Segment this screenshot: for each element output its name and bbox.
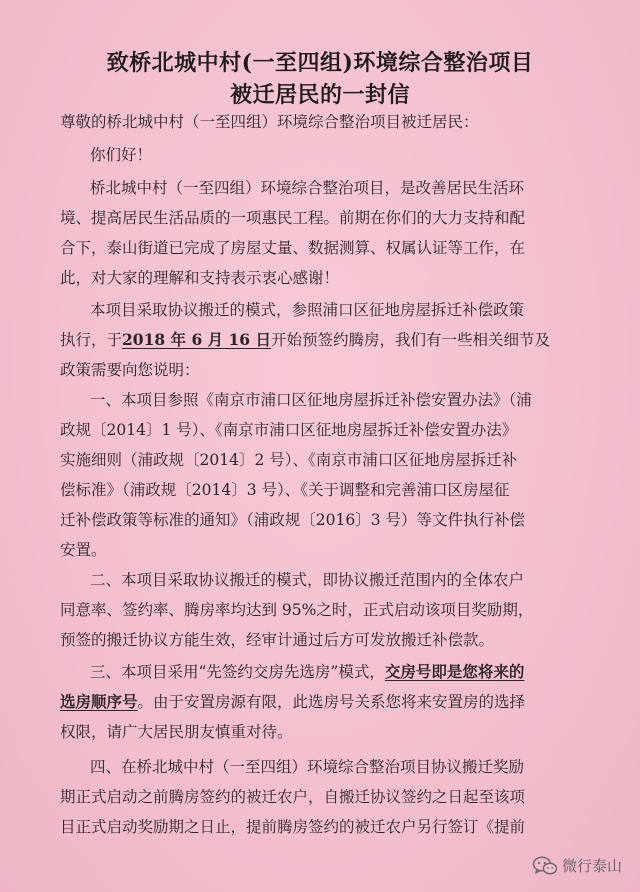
emphasis-underlined: 选房顺序号	[60, 692, 138, 711]
greeting: 你们好！	[90, 146, 153, 164]
item-3-line: 权限，请广大居民朋友慎重对待。	[60, 723, 293, 741]
item-2-line: 二、本项目采取协议搬迁的模式，即协议搬迁范围内的全体农户	[90, 571, 525, 589]
paragraph-2-line	[60, 328, 550, 350]
item-3-text: 。由于安置房源有限，此选房号关系您将来安置房的选择	[137, 693, 526, 711]
paragraph-2-line: 本项目采取协议搬迁的模式，参照浦口区征地房屋拆迁补偿政策	[90, 301, 525, 319]
item-1-line: 迁补偿政策等标准的通知》（浦政规〔2016〕3 号）等文件执行补偿	[60, 511, 525, 529]
account-watermark	[532, 855, 622, 876]
paragraph-1-line: 境、提高居民生活品质的一项惠民工程。前期在你们的大力支持和配	[60, 209, 526, 227]
item-4-line: 四、在桥北城中村（一至四组）环境综合整治项目协议搬迁奖励	[90, 758, 525, 776]
paragraph-1-line: 桥北城中村（一至四组）环境综合整治项目，是改善居民生活环	[90, 179, 525, 197]
item-4-line: 目正式启动奖励期之日止，提前腾房签约的被迁农户另行签订《提前	[60, 818, 526, 836]
wechat-icon	[532, 856, 558, 876]
letter-title-line2: 被迁居民的一封信	[229, 82, 410, 108]
item-3-text: 三、本项目采用“先签约交房先选房”模式，	[90, 663, 385, 681]
paragraph-1-line: 合下，泰山街道已完成了房屋丈量、数据测算、权属认证等工作，在	[60, 239, 526, 257]
item-1-line: 安置。	[60, 541, 107, 559]
emphasis-underlined: 交房号即是您将来的	[384, 662, 525, 681]
item-2-line: 同意率、签约率、腾房率均达到 95%之时，正式启动该项目奖励期，	[60, 601, 534, 619]
item-4-line: 期正式启动之前腾房签约的被迁农户，自搬迁协议签约之日起至该项	[60, 788, 526, 806]
watermark-text: 微行泰山	[561, 857, 622, 875]
item-3-line	[90, 660, 524, 682]
item-1-line: 一、本项目参照《南京市浦口区征地房屋拆迁补偿安置办法》（浦	[90, 391, 532, 409]
paragraph-2-line: 政策需要向您说明：	[60, 361, 200, 379]
item-3-line	[60, 690, 525, 712]
item-2-line: 预签的搬迁协议方能生效，经审计通过后方可发放搬迁补偿款。	[60, 631, 495, 649]
paragraph-2-text: 执行，于	[60, 331, 123, 349]
item-1-line: 偿标准》（浦政规〔2014〕3 号）、《关于调整和完善浦口区房屋征	[60, 481, 510, 499]
paragraph-1-line: 此，对大家的理解和支持表示衷心感谢！	[60, 269, 340, 287]
paragraph-2-text: 开始预签约腾房，我们有一些相关细节及	[271, 331, 551, 349]
letter-title-line1: 致桥北城中村(一至四组)环境综合整治项目	[106, 50, 534, 76]
salutation: 尊敬的桥北城中村（一至四组）环境综合整治项目被迁居民：	[60, 113, 479, 131]
pre-sign-start-date: 2018 年 6 月 16 日	[122, 330, 271, 349]
item-1-line: 实施细则（浦政规〔2014〕2 号）、《南京市浦口区征地房屋拆迁补	[60, 451, 518, 469]
item-1-line: 政规〔2014〕1 号）、《南京市浦口区征地房屋拆迁补偿安置办法》	[60, 421, 518, 439]
